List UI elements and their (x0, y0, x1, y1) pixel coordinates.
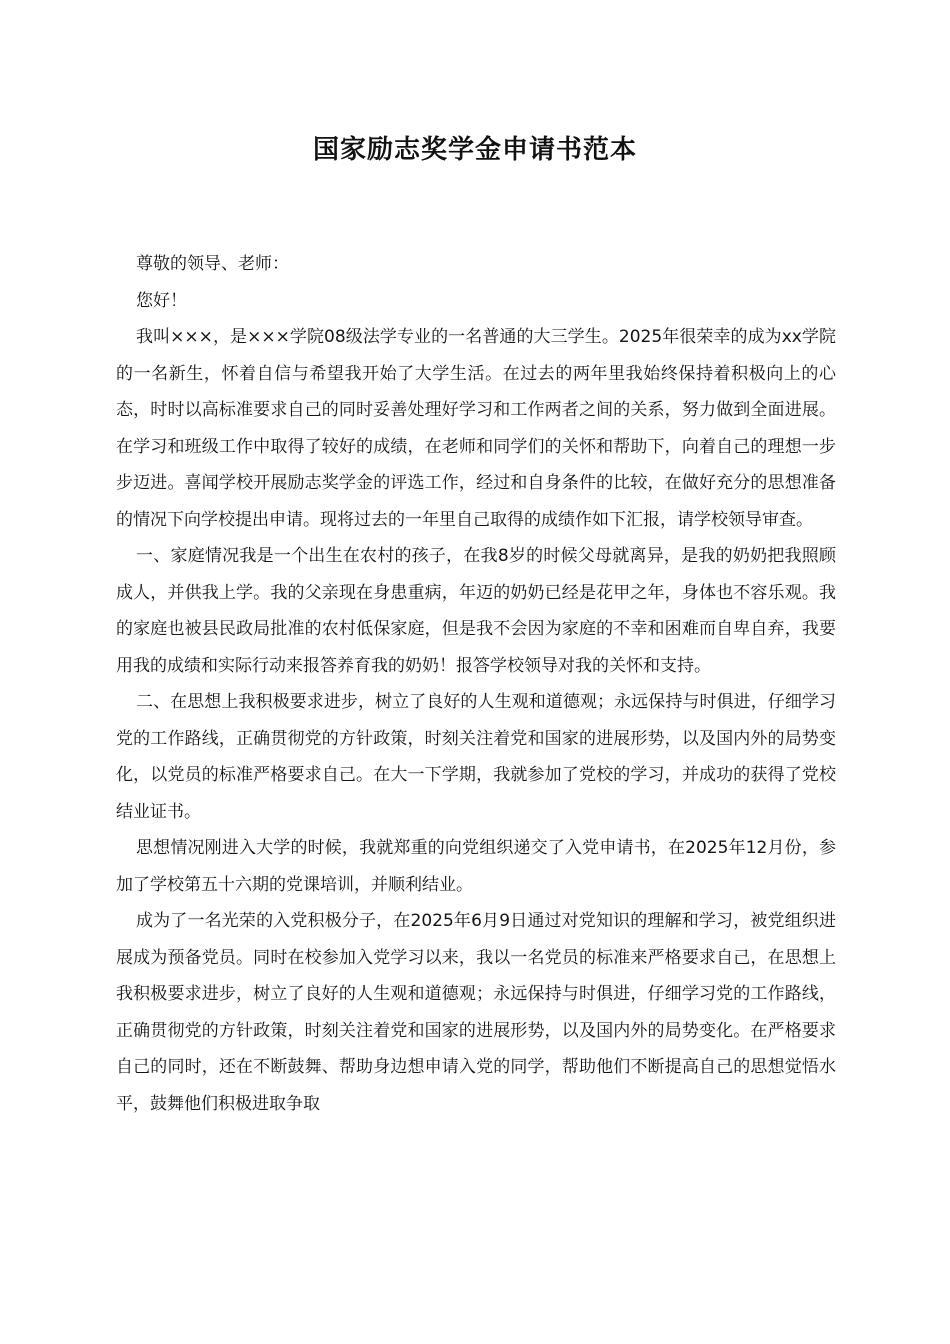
salutation: 尊敬的领导、老师： (136, 254, 289, 274)
document-body (116, 246, 836, 1122)
document-title: 国家励志奖学金申请书范本 (312, 135, 637, 165)
paragraph-family-situation: 一、家庭情况我是一个出生在农村的孩子，在我8岁的时候父母就离异，是我的奶奶把我照顾成人，并供我上学。我的父亲现在身患重病，年迈的奶奶已经是花甲之年，身体也不容乐观。我的家庭也被县民政局批准的农村低保家庭，但是我不会因为家庭的不幸和困难而自卑自弃，我要用我的成绩和实际行动来报答养育我的奶奶！报答学校领导对我的关怀和支持。 (116, 546, 836, 676)
paragraph-party-application: 思想情况刚进入大学的时候，我就郑重的向党组织递交了入党申请书，在2025年12月份，参加了学校第五十六期的党课培训，并顺利结业。 (116, 838, 836, 895)
paragraph-introduction: 我叫×××，是×××学院08级法学专业的一名普通的大三学生。2025年很荣幸的成为xx学院的一名新生，怀着自信与希望我开始了大学生活。在过去的两年里我始终保持着积极向上的心态，时时以高标准要求自己的同时妥善处理好学习和工作两者之间的关系，努力做到全面进展。在学习和班级工作中取得了较好的成绩，在老师和同学们的关怀和帮助下，向着自己的理想一步步迈进。喜闻学校开展励志奖学金的评选工作，经过和自身条件的比较，在做好充分的思想准备的情况下向学校提出申请。现将过去的一年里自己取得的成绩作如下汇报，请学校领导审查。 (116, 327, 836, 530)
paragraph-ideology: 二、在思想上我积极要求进步，树立了良好的人生观和道德观；永远保持与时俱进，仔细学习党的工作路线，正确贯彻党的方针政策，时刻关注着党和国家的进展形势，以及国内外的局势变化，以党员的标准严格要求自己。在大一下学期，我就参加了党校的学习，并成功的获得了党校结业证书。 (116, 692, 836, 822)
greeting: 您好！ (136, 290, 187, 311)
paragraph-party-activist: 成为了一名光荣的入党积极分子，在2025年6月9日通过对党知识的理解和学习，被党组织进展成为预备党员。同时在校参加入党学习以来，我以一名党员的标准来严格要求自己，在思想上我积极要求进步，树立了良好的人生观和道德观；永远保持与时俱进，仔细学习党的工作路线，正确贯彻党的方针政策，时刻关注着党和国家的进展形势，以及国内外的局势变化。在严格要求自己的同时，还在不断鼓舞、帮助身边想申请入党的同学，帮助他们不断提高自己的思想觉悟水平，鼓舞他们积极进取争取 (116, 911, 836, 1114)
